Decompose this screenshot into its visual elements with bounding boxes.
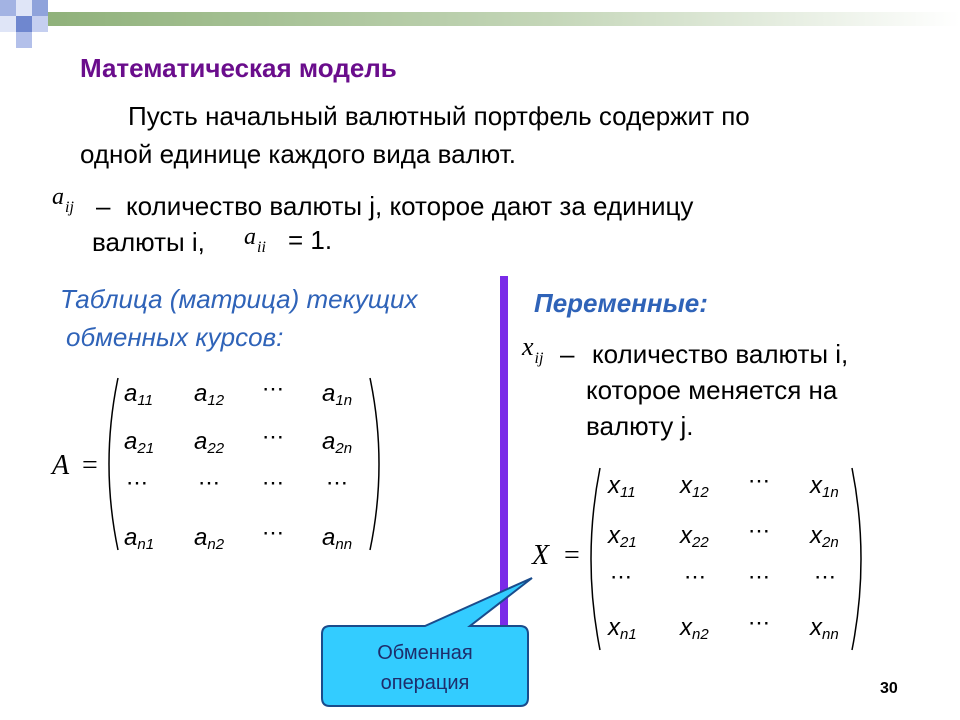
x-def-dash: – [560,339,575,369]
matrix-a-cell: $a_{nn}$ [322,524,353,553]
x-def-line-1: количество валюты i, [592,339,849,369]
matrix-a-ellipsis: ⋯ [326,470,349,495]
matrix-x-cell: $x_{2n}$ [810,522,839,551]
matrix-heading-line-1: Таблица (матрица) текущих [60,284,418,314]
matrix-a-cell: $a_{n2}$ [194,524,225,553]
x-def-line-2: которое меняется на [586,375,838,405]
matrix-x-name: X [532,540,550,571]
matrix-a-cell: $a_{21}$ [124,428,155,457]
matrix-x-cell: $x_{21}$ [608,522,637,551]
a-ii-equals-one: = 1. [288,225,333,255]
matrix-a-ellipsis: ⋯ [262,424,285,449]
matrix-x-cell: $x_{nn}$ [810,614,839,643]
matrix-a-ellipsis: ⋯ [262,520,285,545]
matrix-x-ellipsis: ⋯ [610,564,633,589]
matrix-a-cell: $a_{11}$ [124,380,153,409]
a-def-dash: – [96,191,111,221]
matrix-x-ellipsis: ⋯ [684,564,707,589]
matrix-a-cell: $a_{22}$ [194,428,225,457]
matrix-x-ellipsis: ⋯ [748,564,771,589]
matrix-x-cell: $x_{1n}$ [810,472,839,501]
callout-text-line-2: операция [380,672,470,694]
x-def-line-3: валюту j. [586,411,694,441]
variables-heading: Переменные: [534,288,708,318]
page-number: 30 [880,680,898,697]
matrix-a-cell: $a_{12}$ [194,380,225,409]
matrix-a-equals: = [82,450,98,481]
a-ii-symbol: $a_{ii}$ [244,224,266,256]
matrix-x-cell: $x_{22}$ [680,522,709,551]
matrix-a-name: A [52,450,70,481]
intro-line-2: одной единице каждого вида валют. [80,139,516,169]
intro-line-1: Пусть начальный валютный портфель содержит по [128,101,750,131]
matrix-a-cell: $a_{n1}$ [124,524,155,553]
matrix-a-ellipsis: ⋯ [126,470,149,495]
matrix-a-cell: $a_{1n}$ [322,380,353,409]
matrix-a-ellipsis: ⋯ [198,470,221,495]
matrix-a-cell: $a_{2n}$ [322,428,353,457]
x-ij-symbol: $x_{ij}$ [522,332,544,367]
slide-title: Математическая модель [80,53,397,83]
matrix-x-ellipsis: ⋯ [748,468,771,493]
matrix-x-cell: $x_{11}$ [608,472,636,501]
matrix-x-ellipsis: ⋯ [748,518,771,543]
matrix-x-cell: $x_{n1}$ [608,614,637,643]
callout-text-line-1: Обменная [377,642,473,664]
matrix-heading-line-2: обменных курсов: [66,322,284,352]
matrix-x-ellipsis: ⋯ [814,564,837,589]
matrix-a-ellipsis: ⋯ [262,376,285,401]
matrix-a-ellipsis: ⋯ [262,470,285,495]
a-def-line-1: количество валюты j, которое дают за единицу [126,191,694,221]
matrix-x-equals: = [564,540,580,571]
matrix-x-cell: $x_{12}$ [680,472,709,501]
a-def-line-2: валюты i, [92,227,205,257]
matrix-x-ellipsis: ⋯ [748,610,771,635]
a-ij-symbol: $a_{ij}$ [52,184,74,216]
matrix-x-cell: $x_{n2}$ [680,614,709,643]
